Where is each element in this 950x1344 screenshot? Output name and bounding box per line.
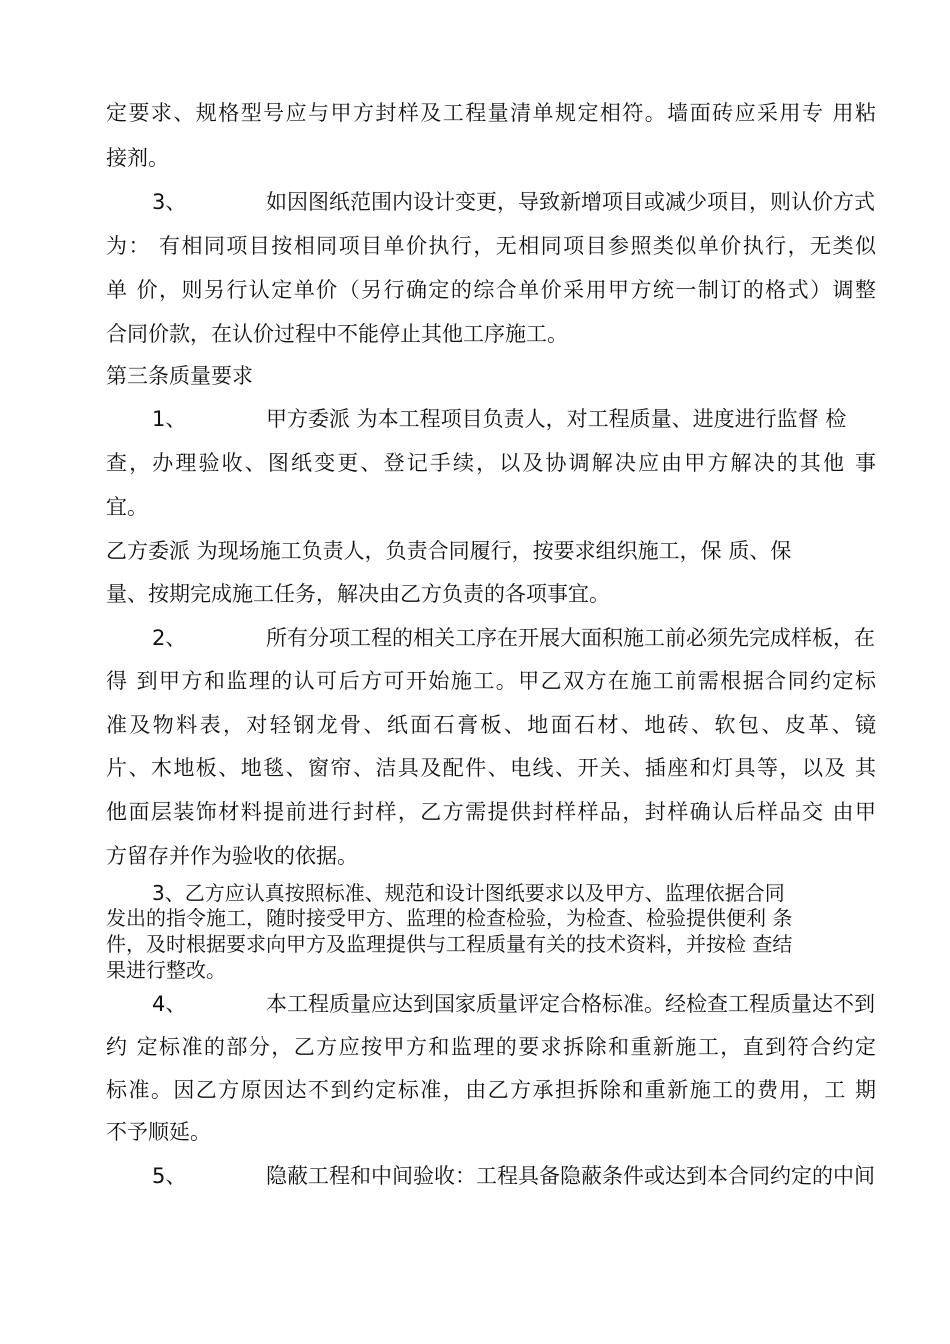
text-segment: 本工程质量应达到国家质量评定合格标准。经检查工程质量达不到	[266, 992, 875, 1016]
clause-number: 2、	[152, 626, 187, 650]
clause-number: 5、	[152, 1164, 187, 1188]
text-segment: 隐蔽工程和中间验收：工程具备隐蔽条件或达到本合同约定的中间	[266, 1164, 875, 1188]
clause-4-line	[106, 990, 876, 1018]
text-line: 约 定标准的部分，乙方应按甲方和监理的要求拆除和重新施工，直到符合约定	[106, 1035, 876, 1059]
text-line: 合同价款，在认价过程中不能停止其他工序施工。	[106, 322, 568, 346]
text-line: 定要求、规格型号应与甲方封样及工程量清单规定相符。墙面砖应采用专 用粘	[106, 101, 876, 125]
text-line: 方留存并作为验收的依据。	[106, 844, 358, 868]
text-segment: 所有分项工程的相关工序在开展大面积施工前必须先完成样板，在	[266, 626, 875, 650]
clause-1-line	[106, 405, 876, 433]
clause-number: 3、	[152, 190, 187, 214]
section-heading: 第三条质量要求	[106, 364, 253, 388]
text-line: 他面层装饰材料提前进行封样，乙方需提供封样样品，封样确认后样品交 由甲	[106, 800, 876, 824]
text-line: 发出的指令施工，随时接受甲方、监理的检查检验，为检查、检验提供便利 条	[106, 906, 793, 930]
text-line: 件，及时根据要求向甲方及监理提供与工程质量有关的技术资料，并按检 查结	[106, 932, 793, 956]
clause-number: 1、	[152, 407, 187, 431]
text-line: 果进行整改。	[106, 958, 226, 982]
clause-2-line	[106, 624, 876, 652]
text-line: 不予顺延。	[106, 1120, 211, 1144]
text-line: 查，办理验收、图纸变更、登记手续，以及协调解决应由甲方解决的其他 事	[106, 451, 876, 475]
text-line: 接剂。	[106, 146, 169, 170]
text-line: 为： 有相同项目按相同项目单价执行，无相同项目参照类似单价执行，无类似	[106, 234, 876, 258]
text-segment: 如因图纸范围内设计变更，导致新增项目或减少项目，则认价方式	[266, 190, 875, 214]
text-line: 准及物料表，对轻钢龙骨、纸面石膏板、地面石材、地砖、软包、皮革、镜	[106, 713, 876, 737]
clause-3-line	[106, 188, 876, 216]
text-line: 3、乙方应认真按照标准、规范和设计图纸要求以及甲方、监理依据合同	[152, 881, 785, 905]
clause-5-line	[106, 1162, 876, 1190]
text-line: 单 价，则另行认定单价（另行确定的综合单价采用甲方统一制订的格式）调整	[106, 278, 876, 302]
text-segment: 甲方委派 为本工程项目负责人，对工程质量、进度进行监督 检	[266, 407, 847, 431]
text-line: 乙方委派 为现场施工负责人，负责合同履行，按要求组织施工，保 质、保	[106, 539, 792, 563]
text-line: 得 到甲方和监理的认可后方可开始施工。甲乙双方在施工前需根据合同约定标	[106, 669, 876, 693]
text-line: 宜。	[106, 495, 148, 519]
text-line: 片、木地板、地毯、窗帘、洁具及配件、电线、开关、插座和灯具等，以及 其	[106, 756, 876, 780]
text-line: 标准。因乙方原因达不到约定标准，由乙方承担拆除和重新施工的费用，工 期	[106, 1078, 876, 1102]
text-line: 量、按期完成施工任务，解决由乙方负责的各项事宜。	[106, 582, 610, 606]
clause-number: 4、	[152, 992, 187, 1016]
